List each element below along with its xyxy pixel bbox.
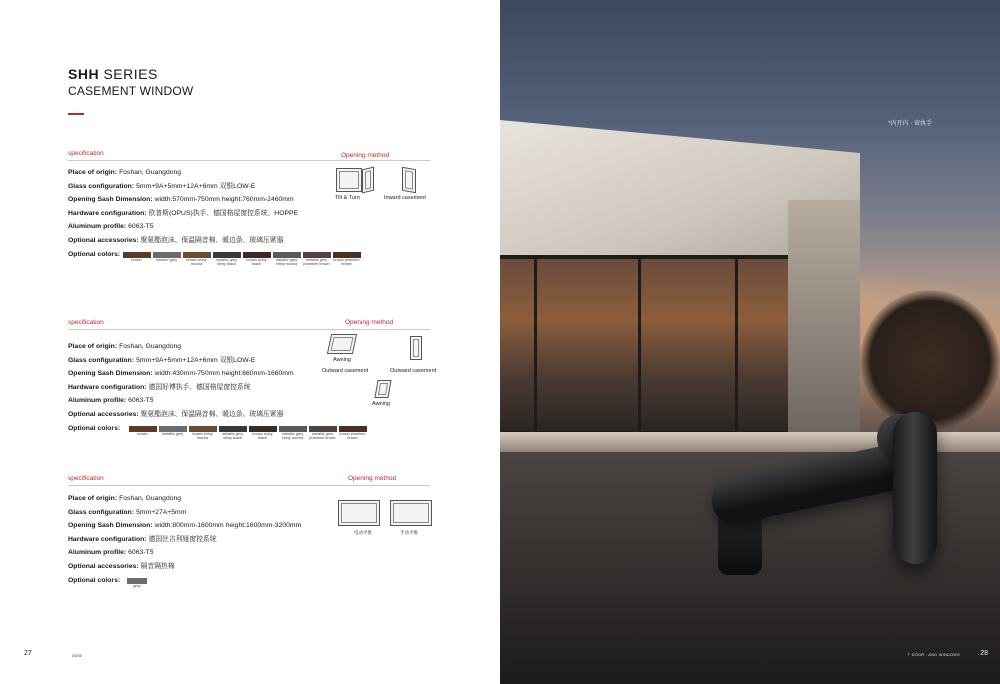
spec-row: Aluminum profile: 6063-T5 bbox=[68, 397, 154, 405]
opening-label-3: Opening method bbox=[348, 475, 397, 482]
window-mullion bbox=[534, 255, 537, 435]
spec-row: Optional accessories: 聚氨酯泡沫、保温隔音棉、暖边条、玻璃压紧器 bbox=[68, 236, 284, 244]
section-1-rule bbox=[68, 160, 430, 161]
window-caption: Inward casement bbox=[384, 195, 426, 201]
spec-row: Optional colors: bbox=[68, 250, 121, 258]
window-mullion bbox=[638, 255, 641, 435]
series-suffix: SERIES bbox=[99, 66, 158, 82]
color-swatch: brown phantom brown bbox=[338, 426, 367, 440]
color-swatch: metallic grey phantom brown bbox=[308, 426, 337, 440]
sliding-window-icon bbox=[338, 500, 380, 526]
page-number-right: 28 bbox=[980, 650, 988, 657]
series-subtitle: CASEMENT WINDOW bbox=[68, 84, 194, 98]
spec-row: Place of origin: Foshan, Guangdong bbox=[68, 169, 182, 176]
open-sash-icon bbox=[362, 167, 374, 194]
spec-row: Optional colors: bbox=[68, 424, 121, 432]
spec-label-2: specification bbox=[68, 319, 104, 326]
glass-facade bbox=[500, 255, 800, 435]
color-swatch: brown shiny black bbox=[248, 426, 277, 440]
spec-row: Glass configuration: 5mm+9A+5mm+12A+6mm 双银LOW-E bbox=[68, 182, 256, 190]
window-caption: Awning bbox=[333, 357, 351, 363]
footer-brand-right: T·DOOR · AND WINDOWS bbox=[907, 653, 960, 657]
color-swatch: brown bbox=[122, 252, 151, 266]
spec-list-1 bbox=[68, 166, 298, 261]
inward-casement-window-icon bbox=[402, 167, 416, 193]
spec-row: Place of origin: Foshan, Guangdong bbox=[68, 343, 182, 350]
color-swatches-1 bbox=[122, 252, 361, 266]
spec-row: Glass configuration: 5mm+9A+5mm+12A+6mm 双银LOW-E bbox=[68, 356, 256, 364]
color-swatch: metallic grey shiny mocha bbox=[272, 252, 301, 266]
window-caption: Outward casement bbox=[322, 368, 369, 374]
spec-label-1: specification bbox=[68, 150, 104, 157]
color-swatch: metallic grey shiny mocha bbox=[278, 426, 307, 440]
window-handle-upright bbox=[893, 412, 937, 564]
color-swatch: metallic grey shiny black bbox=[212, 252, 241, 266]
series-title bbox=[68, 66, 158, 82]
spec-row: Hardware configuration: 欧普斯(OPUS)执手、德国格屋窗控系统、HOPPE bbox=[68, 209, 299, 217]
spec-row: Optional accessories: 隔音隔热棉 bbox=[68, 562, 175, 570]
window-caption: 电动平推 bbox=[354, 530, 372, 535]
color-swatch: metallic grey bbox=[158, 426, 187, 440]
color-swatch: grey bbox=[126, 578, 148, 588]
awning-window-icon bbox=[327, 334, 357, 354]
spec-row: Glass configuration: 5mm+27A+5mm bbox=[68, 508, 187, 516]
spec-row: Optional colors: bbox=[68, 576, 121, 584]
section-3-rule bbox=[68, 485, 430, 486]
window-caption: 手动平推 bbox=[400, 530, 418, 535]
spec-row: Aluminum profile: 6063-T5 bbox=[68, 549, 154, 557]
opening-label-2: Opening method bbox=[345, 319, 394, 326]
color-swatch: brown phantom brown bbox=[332, 252, 361, 266]
accent-divider bbox=[68, 113, 84, 115]
page-number-left: 27 bbox=[24, 650, 32, 657]
window-caption: Outward casement bbox=[390, 368, 437, 374]
window-caption: Awning bbox=[372, 401, 390, 407]
color-swatch: brown shiny mocha bbox=[188, 426, 217, 440]
color-swatch: metallic grey phantom brown bbox=[302, 252, 331, 266]
sliding-window-icon bbox=[390, 500, 432, 526]
color-swatches-2 bbox=[128, 426, 367, 440]
right-page-photo bbox=[500, 0, 1000, 684]
spec-row: Hardware configuration: 德国好博执手、德国格屋窗控系统 bbox=[68, 383, 251, 391]
spec-list-2 bbox=[68, 340, 294, 435]
window-caption: Tilt & Turn bbox=[335, 195, 360, 201]
spec-row: Aluminum profile: 6063-T5 bbox=[68, 223, 154, 231]
color-swatch: brown shiny mocha bbox=[182, 252, 211, 266]
tree-silhouette bbox=[860, 290, 1000, 430]
spec-row: Opening Sash Dimension: width:800mm-1600mm height:1600mm-3200mm bbox=[68, 522, 302, 530]
footer-brand-left: DDW bbox=[72, 654, 82, 658]
spec-list-3 bbox=[68, 492, 301, 587]
color-swatch: metallic grey shiny black bbox=[218, 426, 247, 440]
tilt-turn-window-icon bbox=[336, 168, 362, 192]
color-swatch: metallic grey bbox=[152, 252, 181, 266]
photo-caption: *内开内 · 窗执手 bbox=[888, 121, 932, 127]
spec-row: Optional accessories: 聚氨酯泡沫、保温隔音棉、暖边条、玻璃压紧器 bbox=[68, 410, 284, 418]
series-name: SHH bbox=[68, 66, 100, 82]
color-swatch: brown shiny black bbox=[242, 252, 271, 266]
section-2-rule bbox=[68, 329, 430, 330]
color-swatch: brown bbox=[128, 426, 157, 440]
color-swatches-3 bbox=[126, 578, 148, 588]
spec-row: Opening Sash Dimension: width:570mm-750mm height:760mm-2460mm bbox=[68, 196, 294, 204]
spec-label-3: specification bbox=[68, 475, 104, 482]
awning-window-icon bbox=[374, 380, 391, 398]
opening-label-1: Opening method bbox=[341, 152, 390, 159]
window-mullion bbox=[735, 255, 738, 435]
house-side-wall bbox=[788, 200, 860, 440]
spec-row: Hardware configuration: 德国丝吉利娅窗控系统 bbox=[68, 535, 217, 543]
spec-row: Opening Sash Dimension: width:430mm-750mm height:660mm-1660mm bbox=[68, 370, 294, 378]
outward-casement-window-icon bbox=[410, 336, 422, 360]
spec-row: Place of origin: Foshan, Guangdong bbox=[68, 495, 182, 502]
